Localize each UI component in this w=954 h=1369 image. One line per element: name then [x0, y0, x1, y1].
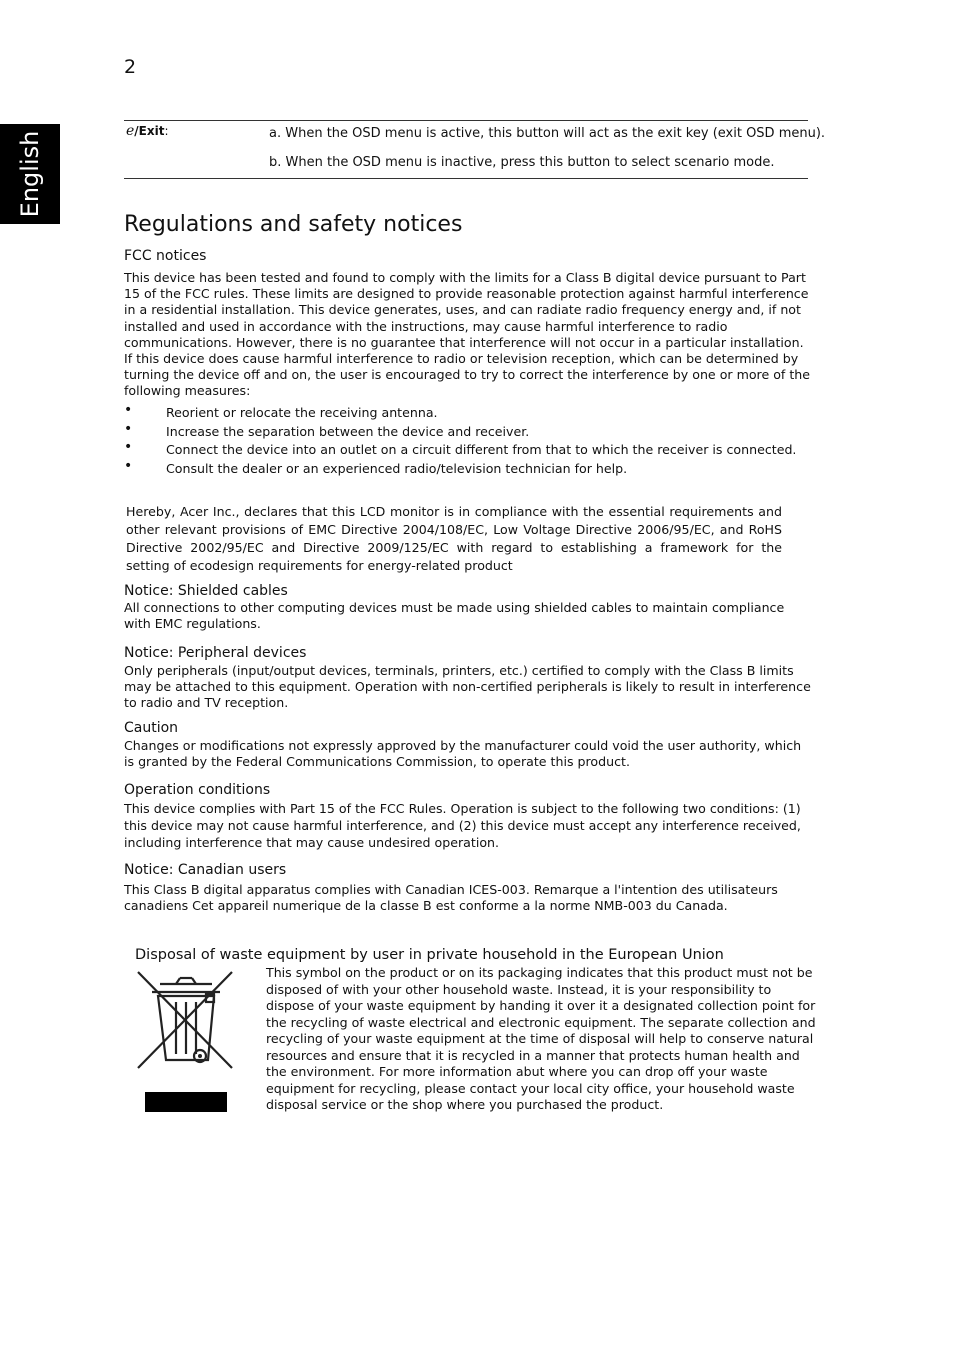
language-side-tab — [0, 124, 60, 224]
compliance-declaration: Hereby, Acer Inc., declares that this LCD monitor is in compliance with the essential requirements and other relevant provisions of EMC Directive 2004/108/EC, Low Voltage Directive 2006/95/EC, and RoHS Directive 2002/95/EC and Directive 2009/125/EC with regard to establishing a framework for the setting of ecodesign requirements for energy-related product — [126, 504, 782, 573]
empowering-key-icon: e — [126, 123, 135, 139]
canadian-users-body: This Class B digital apparatus complies with Canadian ICES-003. Remarque a l'intention des utilisateurs canadiens Cet appareil numerique de la classe B est conforme a la norme NMB-003 du Canada. — [124, 882, 778, 914]
side-tab-label: English — [16, 130, 44, 218]
osd-key-suffix: : — [164, 124, 169, 138]
osd-button-table — [124, 120, 826, 179]
peripheral-devices-body: Only peripherals (input/output devices, terminals, printers, etc.) certified to comply with the Class B limits may be attached to this equipment. Operation with non-certified peripherals is likely to result in interference to radio and TV reception. — [124, 663, 811, 711]
page-number: 2 — [124, 56, 137, 78]
list-item: • Increase the separation between the device and receiver. — [124, 423, 796, 442]
shielded-cables-body: All connections to other computing devices must be made using shielded cables to maintain compliance with EMC regulations. — [124, 600, 785, 632]
list-item: • Connect the device into an outlet on a circuit different from that to which the receiver is connected. — [124, 441, 796, 460]
peripheral-devices-heading: Notice: Peripheral devices — [124, 645, 307, 661]
section-title: Regulations and safety notices — [124, 212, 463, 237]
caution-heading: Caution — [124, 720, 179, 736]
fcc-heading: FCC notices — [124, 248, 207, 264]
operation-conditions-body: This device complies with Part 15 of the FCC Rules. Operation is subject to the following two conditions: (1) this device may not cause harmful interference, and (2) this device must accept any interference received, including interference that may cause undesired operation. — [124, 801, 801, 850]
weee-heading: Disposal of waste equipment by user in private household in the European Union — [135, 947, 724, 963]
osd-key-label: /Exit — [134, 124, 165, 138]
operation-conditions-heading: Operation conditions — [124, 782, 271, 798]
list-item: • Reorient or relocate the receiving antenna. — [124, 404, 796, 423]
crossed-out-wheelie-bin-icon — [136, 968, 236, 1114]
canadian-users-heading: Notice: Canadian users — [124, 862, 287, 878]
shielded-cables-heading: Notice: Shielded cables — [124, 583, 288, 599]
osd-row-a: a. When the OSD menu is active, this button will act as the exit key (exit OSD menu). — [269, 126, 826, 141]
osd-key-cell — [126, 123, 169, 139]
caution-body: Changes or modifications not expressly approved by the manufacturer could void the user authority, which is granted by the Federal Communications Commission, to operate this product. — [124, 738, 802, 770]
osd-row-b: b. When the OSD menu is inactive, press this button to select scenario mode. — [269, 155, 775, 170]
fcc-body: This device has been tested and found to comply with the limits for a Class B digital device pursuant to Part 15 of the FCC rules. These limits are designed to provide reasonable protection against harmful interference in a residential installation. This device generates, uses, and can radiate radio frequency energy and, if not installed and used in accordance with the instructions, may cause harmful interference to radio communications. However, there is no guarantee that interference will not occur in a particular installation. If this device does cause harmful interference to radio or television reception, which can be determined by turning the device off and on, the user is encouraged to try to correct the interference by one or more of the following measures: — [124, 270, 811, 399]
fcc-measures-list — [124, 404, 796, 478]
weee-body: This symbol on the product or on its packaging indicates that this product must not be disposed of with your other household waste. Instead, it is your responsibility to dispose of your waste equipment by handing it over it a designated collection point for the recycling of waste electrical and electronic equipment. The separate collection and recycling of your waste equipment at the time of disposal will help to conserve natural resources and ensure that it is recycled in a manner that protects human health and the environment. For more information abut where you can drop off your waste equipment for recycling, please contact your local city office, your household waste disposal service or the shop where you purchased the product. — [266, 965, 816, 1112]
list-item: • Consult the dealer or an experienced radio/television technician for help. — [124, 460, 796, 479]
